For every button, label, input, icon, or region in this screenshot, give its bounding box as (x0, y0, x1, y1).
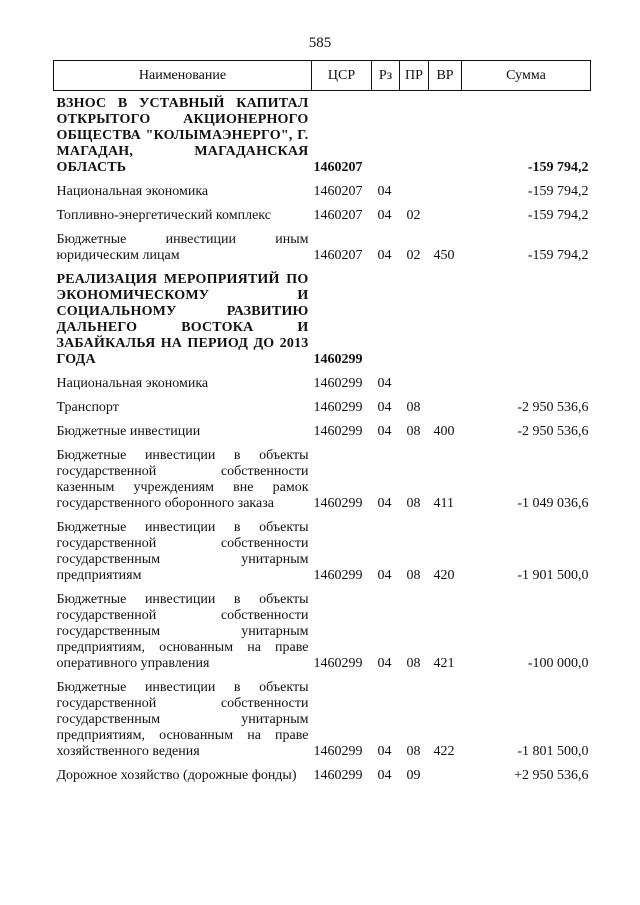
cell-pr (400, 176, 429, 200)
cell-pr: 08 (406, 400, 421, 415)
cell-name: Бюджетные инвестиции иным юридическим лицам (56, 232, 309, 263)
cell-pr (400, 264, 429, 368)
cell-vr: 421 (433, 656, 455, 671)
table-row (54, 224, 591, 264)
cell-vr: 420 (433, 568, 455, 583)
table-row (54, 176, 591, 200)
cell-csr: 1460299 (313, 568, 363, 583)
table-row (54, 440, 591, 512)
cell-rz: 04 (377, 744, 392, 759)
table-row (54, 200, 591, 224)
cell-csr: 1460299 (313, 400, 363, 415)
header-rz: Рз (372, 61, 400, 91)
cell-sum: -1 901 500,0 (517, 568, 589, 583)
cell-csr: 1460299 (313, 376, 363, 391)
budget-table (53, 60, 591, 784)
table-row (54, 368, 591, 392)
cell-pr: 08 (406, 744, 421, 759)
cell-name: Национальная экономика (56, 184, 209, 199)
cell-name: Транспорт (56, 400, 119, 415)
cell-name: Бюджетные инвестиции в объекты государственной собственности государственным унитарным предприятиям, основанным на праве оперативного управления (56, 592, 309, 671)
cell-vr (429, 264, 462, 368)
cell-rz: 04 (377, 424, 392, 439)
cell-sum (462, 264, 591, 368)
cell-csr: 1460207 (313, 208, 363, 223)
cell-sum: -1 049 036,6 (517, 496, 589, 511)
cell-sum: -159 794,2 (527, 184, 589, 199)
cell-csr: 1460207 (313, 160, 363, 175)
table-row (54, 91, 591, 177)
cell-rz: 04 (377, 496, 392, 511)
cell-rz: 04 (377, 208, 392, 223)
cell-vr (429, 91, 462, 177)
cell-csr: 1460299 (313, 656, 363, 671)
cell-name: Бюджетные инвестиции в объекты государственной собственности государственным унитарным предприятиям, основанным на праве хозяйственного ведения (56, 680, 309, 759)
header-sum: Сумма (462, 61, 591, 91)
cell-name: Бюджетные инвестиции в объекты государственной собственности казенным учреждениям вне рамок государственного оборонного заказа (56, 448, 309, 511)
header-name: Наименование (54, 61, 312, 91)
table-header-row (54, 61, 591, 91)
cell-name: РЕАЛИЗАЦИЯ МЕРОПРИЯТИЙ ПО ЭКОНОМИЧЕСКОМУ И СОЦИАЛЬНОМУ РАЗВИТИЮ ДАЛЬНЕГО ВОСТОКА И ЗАБАЙКАЛЬЯ НА ПЕРИОД ДО 2013 ГОДА (56, 272, 309, 367)
cell-rz (372, 91, 400, 177)
cell-vr (429, 176, 462, 200)
cell-pr: 08 (406, 656, 421, 671)
cell-sum: -2 950 536,6 (517, 424, 589, 439)
header-pr: ПР (400, 61, 429, 91)
table-row (54, 760, 591, 784)
cell-vr (429, 760, 462, 784)
cell-name: Бюджетные инвестиции в объекты государственной собственности государственным унитарным предприятиям (56, 520, 309, 583)
cell-csr: 1460299 (313, 424, 363, 439)
cell-sum: -100 000,0 (527, 656, 589, 671)
cell-pr: 02 (406, 208, 421, 223)
cell-vr: 422 (433, 744, 455, 759)
cell-name: Национальная экономика (56, 376, 209, 391)
cell-rz: 04 (377, 656, 392, 671)
cell-csr: 1460299 (313, 496, 363, 511)
cell-sum: -2 950 536,6 (517, 400, 589, 415)
cell-sum: -159 794,2 (527, 208, 589, 223)
cell-rz: 04 (377, 400, 392, 415)
cell-rz: 04 (377, 248, 392, 263)
page-number: 585 (308, 35, 332, 51)
cell-rz: 04 (377, 376, 392, 391)
cell-csr: 1460207 (313, 248, 363, 263)
cell-name: Топливно-энергетический комплекс (56, 208, 271, 223)
cell-sum: +2 950 536,6 (514, 768, 589, 783)
cell-pr (400, 91, 429, 177)
cell-rz (372, 264, 400, 368)
cell-pr: 09 (406, 768, 421, 783)
cell-name: ВЗНОС В УСТАВНЫЙ КАПИТАЛ ОТКРЫТОГО АКЦИОНЕРНОГО ОБЩЕСТВА "КОЛЫМАЭНЕРГО", Г. МАГАДАН, МАГАДАНСКАЯ ОБЛАСТЬ (56, 96, 309, 175)
cell-pr (400, 368, 429, 392)
cell-pr: 08 (406, 496, 421, 511)
cell-csr: 1460299 (313, 744, 363, 759)
cell-vr (429, 200, 462, 224)
table-row (54, 512, 591, 584)
cell-vr: 400 (433, 424, 455, 439)
header-csr: ЦСР (312, 61, 372, 91)
header-vr: ВР (429, 61, 462, 91)
cell-pr: 08 (406, 568, 421, 583)
table-body (54, 91, 591, 785)
cell-name: Дорожное хозяйство (дорожные фонды) (56, 768, 297, 783)
cell-sum: -159 794,2 (527, 160, 589, 175)
cell-pr: 08 (406, 424, 421, 439)
cell-vr: 450 (433, 248, 455, 263)
cell-pr: 02 (406, 248, 421, 263)
cell-rz: 04 (377, 568, 392, 583)
cell-vr (429, 368, 462, 392)
table-row (54, 672, 591, 760)
table-row (54, 416, 591, 440)
cell-vr (429, 392, 462, 416)
table-row (54, 264, 591, 368)
table-row (54, 584, 591, 672)
cell-sum (462, 368, 591, 392)
cell-csr: 1460299 (313, 768, 363, 783)
cell-rz: 04 (377, 184, 392, 199)
cell-vr: 411 (433, 496, 454, 511)
cell-sum: -1 801 500,0 (517, 744, 589, 759)
cell-name: Бюджетные инвестиции (56, 424, 201, 439)
cell-csr: 1460299 (313, 352, 363, 367)
cell-csr: 1460207 (313, 184, 363, 199)
table-row (54, 392, 591, 416)
cell-rz: 04 (377, 768, 392, 783)
cell-sum: -159 794,2 (527, 248, 589, 263)
